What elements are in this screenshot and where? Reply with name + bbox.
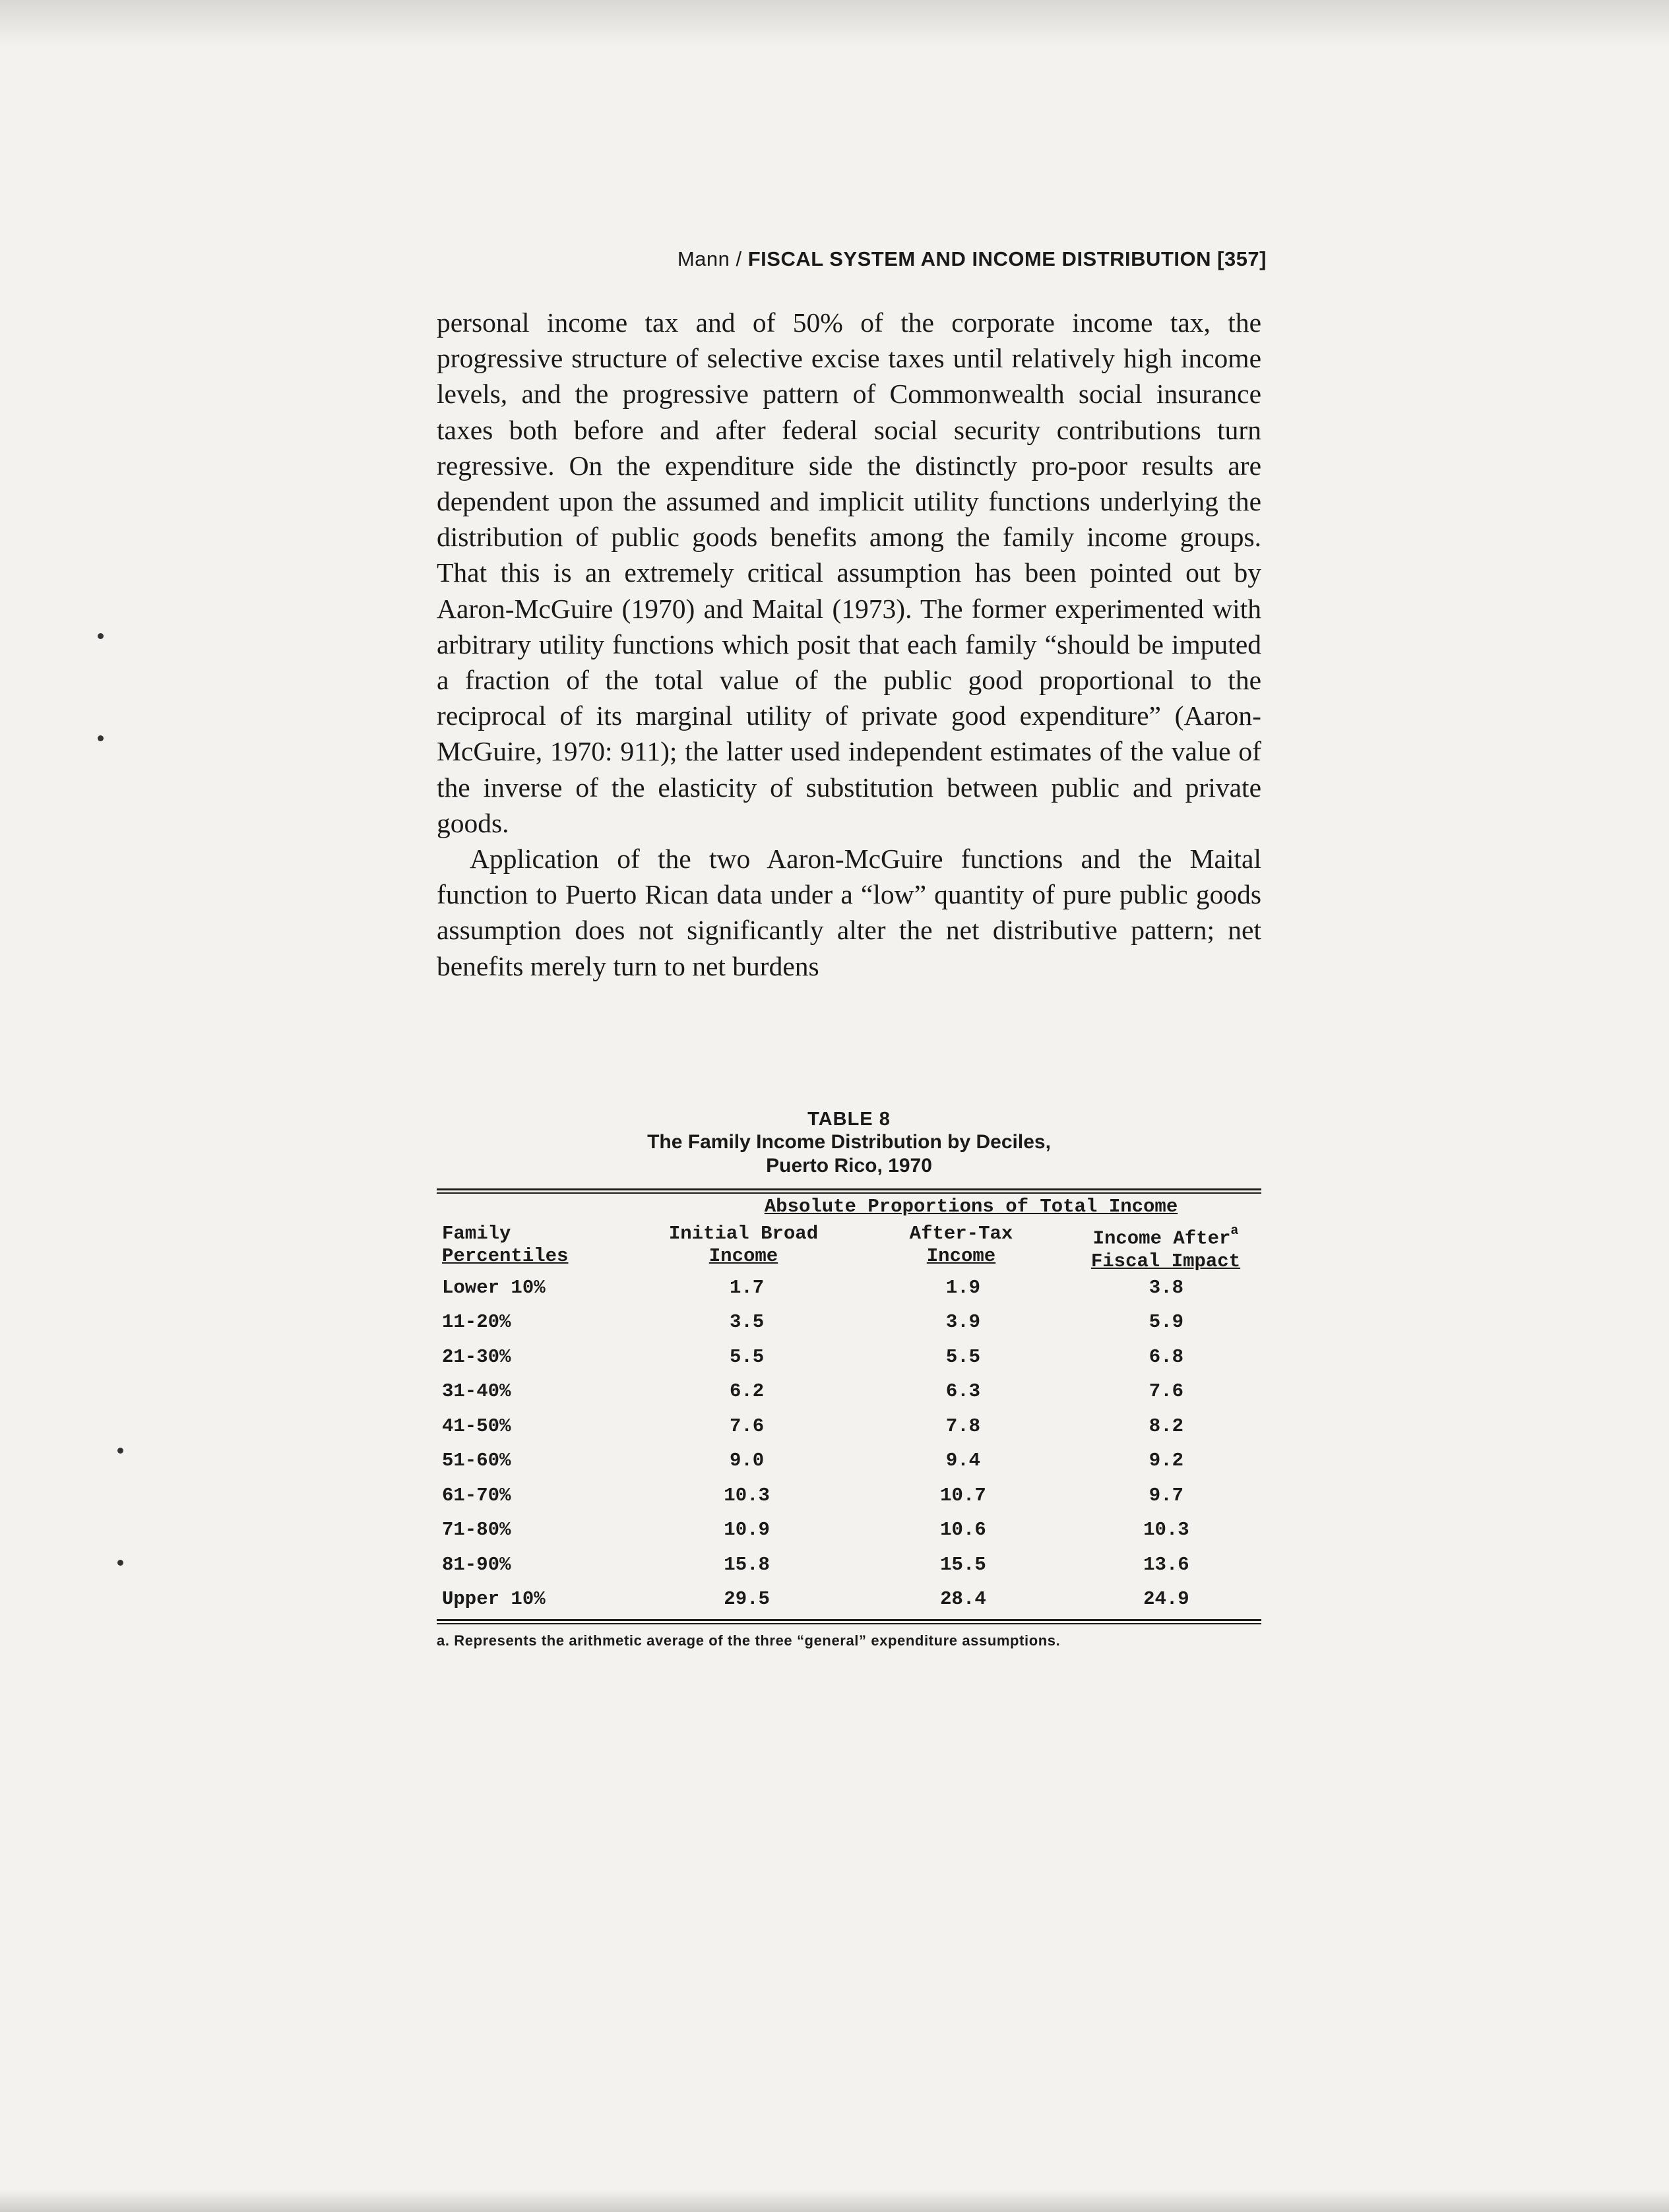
running-head-title: FISCAL SYSTEM AND INCOME DISTRIBUTION bbox=[747, 247, 1211, 270]
running-head bbox=[633, 247, 1267, 271]
table-row bbox=[437, 1547, 1261, 1582]
cell-after-fiscal-impact: 7.6 bbox=[1149, 1380, 1184, 1403]
cell-initial-income: 9.0 bbox=[730, 1450, 765, 1472]
column-header-line2: Income bbox=[709, 1245, 778, 1267]
cell-after-fiscal-impact: 9.7 bbox=[1149, 1484, 1184, 1506]
cell-after-tax-income: 15.5 bbox=[940, 1553, 986, 1576]
paragraph-1: personal income tax and of 50% of the corporate income tax, the progressive structure of selective excise taxes until relatively high income levels, and the progressive pattern of Commonwealth social insurance taxes both before and after federal social security contributions turn regressive. On the expenditure side the distinctly pro-poor results are dependent upon the assumed and implicit utility functions underlying the distribution of public goods benefits among the family income groups. That this is an extremely critical assumption has been pointed out by Aaron-McGuire (1970) and Maital (1973). The former experimented with arbitrary utility functions which posit that each family “should be imputed a fraction of the total value of the public good proportional to the reciprocal of its marginal utility of private good expenditure” (Aaron-McGuire, 1970: 911); the latter used independent estimates of the value of the inverse of the elasticity of substitution between public and private goods. bbox=[437, 307, 1261, 838]
cell-initial-income: 6.2 bbox=[730, 1380, 765, 1403]
page-number: [357] bbox=[1217, 247, 1267, 270]
cell-initial-income: 3.5 bbox=[730, 1311, 765, 1334]
spanner-text: Absolute Proportions of Total Income bbox=[764, 1196, 1178, 1217]
table-row bbox=[437, 1409, 1261, 1444]
table-column-headers bbox=[437, 1220, 1261, 1270]
table-row bbox=[437, 1305, 1261, 1340]
row-percentile: 51-60% bbox=[442, 1450, 511, 1472]
cell-after-fiscal-impact: 24.9 bbox=[1143, 1588, 1189, 1611]
paragraph-2: Application of the two Aaron-McGuire functions and the Maital function to Puerto Rican data under a “low” quantity of pure public goods assumption does not significantly alter the net distributive pattern; net benefits merely turn to net burdens bbox=[437, 844, 1261, 981]
cell-after-fiscal-impact: 10.3 bbox=[1143, 1519, 1189, 1541]
column-header-after-fiscal-impact bbox=[1070, 1223, 1261, 1273]
cell-after-fiscal-impact: 13.6 bbox=[1143, 1553, 1189, 1576]
row-percentile: 71-80% bbox=[442, 1519, 511, 1541]
column-header-line1: Initial Broad bbox=[668, 1223, 819, 1244]
table-label: TABLE 8 bbox=[807, 1109, 891, 1130]
cell-after-tax-income: 10.6 bbox=[940, 1519, 986, 1541]
cell-after-tax-income: 9.4 bbox=[945, 1450, 981, 1472]
row-percentile: 31-40% bbox=[442, 1380, 511, 1403]
row-percentile: 61-70% bbox=[442, 1484, 511, 1506]
row-percentile: Lower 10% bbox=[442, 1276, 546, 1299]
table-row bbox=[437, 1339, 1261, 1374]
cell-after-fiscal-impact: 9.2 bbox=[1149, 1450, 1184, 1472]
table-row bbox=[437, 1582, 1261, 1617]
table-top-rule bbox=[437, 1188, 1261, 1190]
row-percentile: 21-30% bbox=[442, 1345, 511, 1368]
cell-after-tax-income: 7.8 bbox=[945, 1415, 981, 1437]
cell-after-fiscal-impact: 3.8 bbox=[1149, 1276, 1184, 1299]
cell-after-tax-income: 5.5 bbox=[945, 1345, 981, 1368]
table-row bbox=[437, 1478, 1261, 1513]
cell-initial-income: 10.3 bbox=[724, 1484, 770, 1506]
table-row bbox=[437, 1270, 1261, 1305]
table-bottom-rule bbox=[437, 1619, 1261, 1621]
row-percentile: 81-90% bbox=[442, 1553, 511, 1576]
cell-after-tax-income: 6.3 bbox=[945, 1380, 981, 1403]
scan-top-edge bbox=[0, 0, 1669, 46]
row-percentile: 11-20% bbox=[442, 1311, 511, 1334]
cell-after-fiscal-impact: 5.9 bbox=[1149, 1311, 1184, 1334]
column-header-line2: Percentiles bbox=[442, 1245, 569, 1267]
table-spanner-heading bbox=[437, 1194, 1261, 1220]
table-8 bbox=[437, 1108, 1261, 1649]
running-head-separator: / bbox=[730, 247, 748, 270]
row-percentile: Upper 10% bbox=[442, 1588, 546, 1611]
cell-after-tax-income: 28.4 bbox=[940, 1588, 986, 1611]
scan-bottom-edge bbox=[0, 2190, 1669, 2212]
column-header-line1: Income After bbox=[1092, 1227, 1231, 1250]
cell-initial-income: 15.8 bbox=[724, 1553, 770, 1576]
table-subtitle: Puerto Rico, 1970 bbox=[766, 1155, 932, 1177]
row-percentile: 41-50% bbox=[442, 1415, 511, 1437]
cell-initial-income: 29.5 bbox=[724, 1588, 770, 1611]
column-header-line1: Family bbox=[442, 1223, 511, 1244]
scan-speck bbox=[117, 1448, 123, 1454]
table-footnote: a. Represents the arithmetic average of the three “general” expenditure assumptions. bbox=[437, 1632, 1061, 1649]
column-header-line2: Income bbox=[926, 1245, 996, 1267]
table-title: The Family Income Distribution by Deciles, bbox=[647, 1131, 1051, 1153]
column-header-initial-income bbox=[635, 1223, 852, 1268]
cell-after-fiscal-impact: 6.8 bbox=[1149, 1345, 1184, 1368]
column-header-line1: After-Tax bbox=[909, 1223, 1013, 1244]
column-header-percentiles bbox=[442, 1223, 568, 1268]
table-row bbox=[437, 1444, 1261, 1479]
cell-initial-income: 10.9 bbox=[724, 1519, 770, 1541]
table-row bbox=[437, 1374, 1261, 1409]
scan-speck bbox=[98, 735, 104, 741]
column-header-after-tax-income bbox=[852, 1223, 1070, 1268]
table-row bbox=[437, 1513, 1261, 1548]
cell-after-tax-income: 1.9 bbox=[945, 1276, 981, 1299]
cell-after-tax-income: 10.7 bbox=[940, 1484, 986, 1506]
footnote-marker: a bbox=[1230, 1223, 1239, 1239]
cell-initial-income: 5.5 bbox=[730, 1345, 765, 1368]
cell-initial-income: 1.7 bbox=[730, 1276, 765, 1299]
column-header-line2: Fiscal Impact bbox=[1090, 1250, 1241, 1272]
cell-initial-income: 7.6 bbox=[730, 1415, 765, 1437]
table-bottom-rule-second bbox=[437, 1623, 1261, 1624]
cell-after-tax-income: 3.9 bbox=[945, 1311, 981, 1334]
running-head-author: Mann bbox=[677, 247, 730, 270]
scan-speck bbox=[117, 1560, 123, 1566]
income-distribution-table bbox=[437, 1270, 1261, 1616]
cell-after-fiscal-impact: 8.2 bbox=[1149, 1415, 1184, 1437]
body-text bbox=[437, 305, 1261, 984]
scan-speck bbox=[98, 633, 104, 639]
